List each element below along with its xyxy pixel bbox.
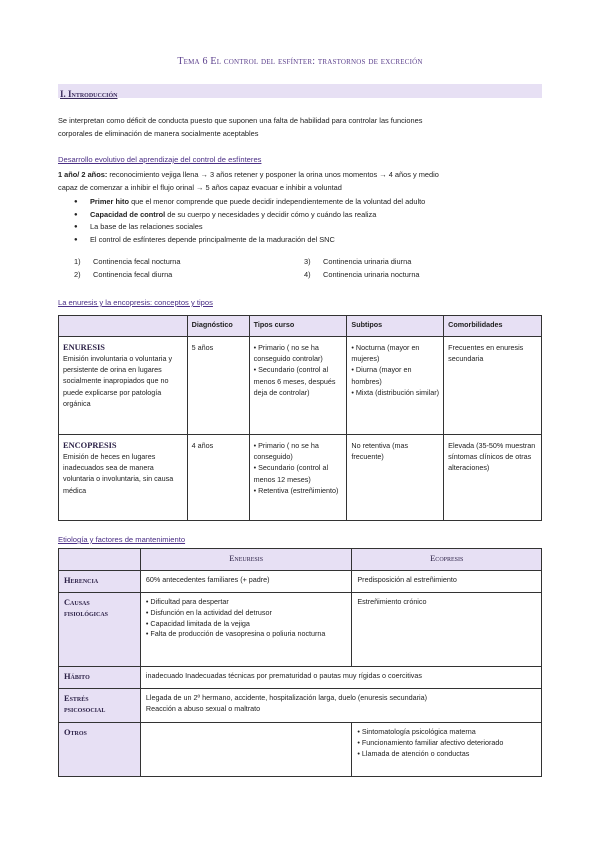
bullet-text: La base de las relaciones sociales — [90, 222, 203, 232]
table-cell: Predisposición al estreñimiento — [352, 571, 542, 593]
cell-line: Reacción a abuso sexual o maltrato — [145, 703, 261, 713]
table-cell — [140, 593, 351, 667]
list-item — [74, 256, 304, 269]
cell-line: • Llamada de atención o conductas — [357, 748, 470, 758]
list-item — [74, 196, 534, 209]
cell-line: • Secundario (control al menos 12 meses) — [253, 463, 329, 484]
row-header-herencia: Herencia — [59, 571, 141, 593]
cell-line: • Secundario (control al menos 6 meses, después deja de controlar) — [253, 365, 336, 397]
course-types-cell — [249, 435, 347, 521]
row-label: ENCOPRESIS — [63, 441, 117, 450]
table-cell — [140, 723, 351, 777]
subtypes-cell — [347, 337, 444, 435]
cell-line: • Nocturna (mayor en mujeres) — [351, 343, 420, 364]
item-text: Continencia urinaria diurna — [323, 257, 412, 266]
table-row — [59, 593, 542, 667]
comorbidities-cell: Frecuentes en enuresis secundaria — [444, 337, 542, 435]
header-eneuresis: Eneuresis — [140, 549, 351, 571]
header-comorbilidades: Comorbilidades — [444, 316, 542, 337]
continence-order-list — [74, 256, 534, 281]
list-item — [74, 209, 534, 222]
row-description: Emisión de heces en lugares inadecuados sea de manera voluntaria o involuntaria, sin causa médica — [63, 452, 174, 495]
header-diagnostico: Diagnóstico — [187, 316, 249, 337]
section-header-intro — [58, 84, 542, 98]
cell-line: • Dificultad para despertar — [145, 597, 229, 606]
table-cell: inadecuado Inadecuadas técnicas por prematuridad o pautas muy rígidas o coercitivas — [140, 667, 541, 689]
header-subtipos: Subtipos — [347, 316, 444, 337]
item-text: Continencia fecal nocturna — [93, 257, 181, 266]
development-paragraph — [58, 168, 542, 194]
table-row — [59, 667, 542, 689]
cell-line: • Primario ( no se ha conseguido controlar) — [253, 343, 323, 364]
course-types-cell — [249, 337, 347, 435]
table-row — [59, 723, 542, 777]
row-header-line: psicosocial — [64, 705, 106, 714]
table-cell: 60% antecedentes familiares (+ padre) — [140, 571, 351, 593]
header-empty — [59, 316, 188, 337]
list-item — [74, 234, 534, 247]
item-number: 2) — [74, 269, 81, 279]
intro-line: corporales de eliminación de manera socialmente aceptables — [58, 129, 259, 138]
table-cell — [352, 723, 542, 777]
row-header-line: Estrés — [64, 694, 89, 703]
cell-line: • Capacidad limitada de la vejiga — [145, 618, 250, 628]
table-header-row — [59, 316, 542, 337]
diagnosis-cell: 5 años — [187, 337, 249, 435]
list-item — [74, 221, 534, 234]
bullet-text: que el menor comprende que puede decidir independientemente de la voluntad del adulto — [129, 197, 426, 206]
item-number: 4) — [304, 269, 311, 279]
comorbidities-cell: Elevada (35-50% muestran síntomas clínicos de otras alteraciones) — [444, 435, 542, 521]
item-number: 3) — [304, 257, 311, 266]
intro-line: Se interpretan como déficit de conducta puesto que suponen una falta de habilidad para controlar las funciones — [58, 116, 423, 125]
row-header-line: fisiológicas — [64, 609, 109, 618]
development-bold: 1 año/ 2 años: — [58, 170, 108, 179]
intro-paragraph — [58, 114, 542, 140]
concepts-table — [58, 315, 542, 521]
bullet-text: El control de esfínteres depende principalmente de la maduración del SNC — [90, 235, 335, 245]
cell-line: • Funcionamiento familiar afectivo deteriorado — [357, 737, 504, 747]
table2-heading: Etiología y factores de mantenimiento — [58, 535, 186, 544]
row-label: ENURESIS — [63, 343, 105, 352]
item-text: Continencia fecal diurna — [93, 269, 173, 279]
cell-line: • Diurna (mayor en hombres) — [351, 365, 412, 386]
header-ecopresis: Ecopresis — [352, 549, 542, 571]
list-item — [74, 269, 304, 282]
cell-line: • Primario ( no se ha conseguido) — [253, 441, 319, 462]
bullet-text: de su cuerpo y necesidades y decidir cómo y cuándo las realiza — [165, 209, 377, 219]
section-title: I. Introducción — [60, 89, 118, 99]
header-tipos-curso: Tipos curso — [249, 316, 347, 337]
page-title: Tema 6 El control del esfínter: trastornos de excreción — [177, 56, 423, 67]
development-line: capaz de comenzar a inhibir el flujo orinal → 5 años capaz evacuar e inhibir a voluntad — [58, 183, 342, 192]
row-description: Emisión involuntaria o voluntaria y persistente de orina en lugares socialmente inapropiados que no puede explicarse por patología orgánica — [63, 354, 173, 408]
cell-line: • Retentiva (estreñimiento) — [253, 485, 339, 495]
table-header-row — [59, 549, 542, 571]
development-text: reconocimiento vejiga llena → 3 años retener y posponer la orina unos momentos → 4 años y medio — [107, 170, 439, 179]
cell-line: • Mixta (distribución similar) — [351, 387, 439, 397]
row-header-otros: Otros — [59, 723, 141, 777]
cell-line: • Sintomatología psicológica materna — [357, 727, 476, 736]
list-item — [304, 269, 534, 282]
diagnosis-cell: 4 años — [187, 435, 249, 521]
table1-heading: La enuresis y la encopresis: conceptos y tipos — [58, 298, 213, 307]
item-number: 1) — [74, 257, 81, 266]
row-header-habito: Hábito — [59, 667, 141, 689]
cell-line: • Falta de producción de vasopresina o poliuria nocturna — [145, 629, 326, 639]
development-line — [58, 168, 542, 181]
table-row — [59, 435, 542, 521]
bullet-bold: Capacidad de control — [90, 209, 166, 219]
row-label-cell — [59, 337, 188, 435]
row-label-cell — [59, 435, 188, 521]
subtypes-cell: No retentiva (mas frecuente) — [347, 435, 444, 521]
table-row — [59, 689, 542, 723]
etiology-table — [58, 548, 542, 777]
milestone-list — [74, 196, 534, 247]
row-header-estres — [59, 689, 141, 723]
header-empty — [59, 549, 141, 571]
item-text: Continencia urinaria nocturna — [323, 269, 420, 279]
table-row — [59, 571, 542, 593]
cell-line: • Disfunción en la actividad del detrusor — [145, 607, 272, 617]
row-header-causas — [59, 593, 141, 667]
bullet-bold: Primer hito — [90, 197, 130, 206]
list-item — [304, 256, 534, 269]
row-header-line: Causas — [64, 598, 90, 607]
table-cell: Estreñimiento crónico — [352, 593, 542, 667]
table-cell — [140, 689, 541, 723]
development-heading: Desarrollo evolutivo del aprendizaje del control de esfínteres — [58, 155, 262, 164]
table-row — [59, 337, 542, 435]
cell-line: Llegada de un 2º hermano, accidente, hospitalización larga, duelo (enuresis secundaria) — [145, 693, 428, 702]
